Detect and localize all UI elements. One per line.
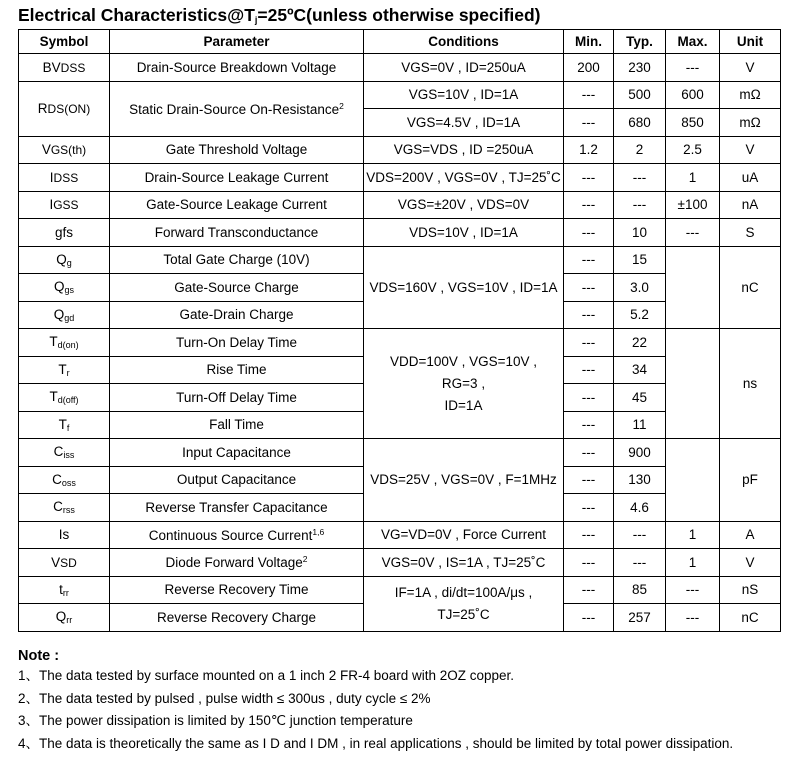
min-cell: --- — [564, 164, 614, 192]
conditions-cell: VGS=±20V , VDS=0V — [364, 191, 564, 219]
max-cell: --- — [666, 576, 720, 604]
typ-cell: --- — [614, 521, 666, 549]
conditions-cell: VGS=0V , ID=250uA — [364, 54, 564, 82]
parameter-cell: Gate Threshold Voltage — [110, 136, 364, 164]
symbol-cell: $Q_{gs}$ — [19, 274, 110, 302]
typ-cell: 5.2 — [614, 301, 666, 329]
header-min: Min. — [564, 30, 614, 54]
electrical-characteristics-table — [18, 29, 781, 632]
symbol-cell: VGS(th) — [19, 136, 110, 164]
max-cell — [666, 246, 720, 329]
parameter-cell: Reverse Recovery Time — [110, 576, 364, 604]
table-row — [19, 521, 781, 549]
conditions-cell: VGS=VDS , ID =250uA — [364, 136, 564, 164]
unit-cell: uA — [720, 164, 781, 192]
conditions-cell: VDS=200V , VGS=0V , TJ=25˚C — [364, 164, 564, 192]
max-cell: 1 — [666, 549, 720, 577]
typ-cell: 680 — [614, 109, 666, 137]
note-item: 1、The data tested by surface mounted on a 1 inch 2 FR-4 board with 2OZ copper. — [18, 668, 515, 683]
min-cell: --- — [564, 439, 614, 467]
typ-cell: 85 — [614, 576, 666, 604]
max-cell: --- — [666, 604, 720, 632]
header-conditions: Conditions — [364, 30, 564, 54]
min-cell: 1.2 — [564, 136, 614, 164]
min-cell: --- — [564, 576, 614, 604]
typ-cell: 22 — [614, 329, 666, 357]
max-cell: 2.5 — [666, 136, 720, 164]
max-cell: --- — [666, 54, 720, 82]
min-cell: --- — [564, 411, 614, 439]
typ-cell: 257 — [614, 604, 666, 632]
table-row — [19, 246, 781, 274]
symbol-cell: $T_f$ — [19, 411, 110, 439]
table-row — [19, 54, 781, 82]
table-row — [19, 136, 781, 164]
typ-cell: 4.6 — [614, 494, 666, 522]
conditions-cell: VDS=25V , VGS=0V , F=1MHz — [364, 439, 564, 522]
min-cell: --- — [564, 329, 614, 357]
min-cell: --- — [564, 109, 614, 137]
parameter-cell: Reverse Recovery Charge — [110, 604, 364, 632]
unit-cell: ns — [720, 329, 781, 439]
parameter-cell: Drain-Source Breakdown Voltage — [110, 54, 364, 82]
min-cell: --- — [564, 246, 614, 274]
conditions-cell: VGS=0V , IS=1A , TJ=25˚C — [364, 549, 564, 577]
max-cell: 1 — [666, 164, 720, 192]
min-cell: --- — [564, 549, 614, 577]
parameter-cell: Continuous Source Current$^{1,6}$ — [110, 521, 364, 549]
parameter-cell: Rise Time — [110, 356, 364, 384]
typ-cell: 130 — [614, 466, 666, 494]
parameter-cell: Turn-On Delay Time — [110, 329, 364, 357]
max-cell: --- — [666, 219, 720, 247]
table-row — [19, 219, 781, 247]
symbol-cell: $Q_{gd}$ — [19, 301, 110, 329]
symbol-cell: $C_{oss}$ — [19, 466, 110, 494]
conditions-cell: VDD=100V , VGS=10V , RG=3 , ID=1A — [364, 329, 564, 439]
unit-cell: nC — [720, 604, 781, 632]
parameter-cell: Input Capacitance — [110, 439, 364, 467]
conditions-cell: IF=1A , di/dt=100A/μs , TJ=25˚C — [364, 576, 564, 631]
typ-cell: 34 — [614, 356, 666, 384]
conditions-cell: VDS=10V , ID=1A — [364, 219, 564, 247]
parameter-cell: Static Drain-Source On-Resistance$^2$ — [110, 81, 364, 136]
typ-cell: 10 — [614, 219, 666, 247]
symbol-cell: BVDSS — [19, 54, 110, 82]
min-cell: --- — [564, 494, 614, 522]
min-cell: --- — [564, 301, 614, 329]
unit-cell: mΩ — [720, 81, 781, 109]
max-cell — [666, 329, 720, 439]
parameter-cell: Output Capacitance — [110, 466, 364, 494]
header-parameter: Parameter — [110, 30, 364, 54]
notes-section — [18, 647, 733, 755]
max-cell: 850 — [666, 109, 720, 137]
parameter-cell: Fall Time — [110, 411, 364, 439]
typ-cell: 15 — [614, 246, 666, 274]
conditions-cell: VGS=4.5V , ID=1A — [364, 109, 564, 137]
max-cell: ±100 — [666, 191, 720, 219]
table-row — [19, 164, 781, 192]
parameter-cell: Drain-Source Leakage Current — [110, 164, 364, 192]
unit-cell: nS — [720, 576, 781, 604]
parameter-cell: Forward Transconductance — [110, 219, 364, 247]
min-cell: --- — [564, 81, 614, 109]
header-symbol: Symbol — [19, 30, 110, 54]
unit-cell: nC — [720, 246, 781, 329]
symbol-cell: $C_{iss}$ — [19, 439, 110, 467]
table-row — [19, 549, 781, 577]
unit-cell: V — [720, 54, 781, 82]
min-cell: --- — [564, 521, 614, 549]
symbol-cell: $Q_{rr}$ — [19, 604, 110, 632]
conditions-cell: VGS=10V , ID=1A — [364, 81, 564, 109]
symbol-cell: $t_{rr}$ — [19, 576, 110, 604]
symbol-cell: $C_{rss}$ — [19, 494, 110, 522]
max-cell — [666, 439, 720, 522]
symbol-cell: Is — [19, 521, 110, 549]
note-item: 2、The data tested by pulsed , pulse width ≤ 300us , duty cycle ≤ 2% — [18, 690, 431, 706]
unit-cell: mΩ — [720, 109, 781, 137]
symbol-cell: $T_{d(on)}$ — [19, 329, 110, 357]
symbol-cell: RDS(ON) — [19, 81, 110, 136]
symbol-cell: $Q_g$ — [19, 246, 110, 274]
unit-cell: V — [720, 136, 781, 164]
typ-cell: 2 — [614, 136, 666, 164]
parameter-cell: Gate-Source Leakage Current — [110, 191, 364, 219]
typ-cell: --- — [614, 191, 666, 219]
typ-cell: 11 — [614, 411, 666, 439]
unit-cell: pF — [720, 439, 781, 522]
min-cell: 200 — [564, 54, 614, 82]
parameter-cell: Gate-Source Charge — [110, 274, 364, 302]
table-header-row — [19, 30, 781, 54]
conditions-cell: VDS=160V , VGS=10V , ID=1A — [364, 246, 564, 329]
symbol-cell: IDSS — [19, 164, 110, 192]
conditions-cell: VG=VD=0V , Force Current — [364, 521, 564, 549]
min-cell: --- — [564, 384, 614, 412]
typ-cell: 45 — [614, 384, 666, 412]
parameter-cell: Diode Forward Voltage$^2$ — [110, 549, 364, 577]
note-item: 4、The data is theoretically the same as I D and I DM , in real applications , should be limited by total power dissipation. — [18, 735, 734, 751]
parameter-cell: Reverse Transfer Capacitance — [110, 494, 364, 522]
unit-cell: V — [720, 549, 781, 577]
table-row — [19, 329, 781, 357]
parameter-cell: Turn-Off Delay Time — [110, 384, 364, 412]
page-title: Electrical $Characteristics@T_j=25ºC(unless$ otherwise specified) — [18, 5, 541, 25]
parameter-cell: Gate-Drain Charge — [110, 301, 364, 329]
max-cell: 1 — [666, 521, 720, 549]
min-cell: --- — [564, 219, 614, 247]
typ-cell: 3.0 — [614, 274, 666, 302]
min-cell: --- — [564, 356, 614, 384]
typ-cell: --- — [614, 549, 666, 577]
typ-cell: 230 — [614, 54, 666, 82]
table-row — [19, 81, 781, 109]
typ-cell: 500 — [614, 81, 666, 109]
typ-cell: --- — [614, 164, 666, 192]
symbol-cell: $T_r$ — [19, 356, 110, 384]
notes-heading: Note : — [18, 648, 60, 664]
unit-cell: S — [720, 219, 781, 247]
header-max: Max. — [666, 30, 720, 54]
unit-cell: nA — [720, 191, 781, 219]
table-row — [19, 439, 781, 467]
typ-cell: 900 — [614, 439, 666, 467]
unit-cell: A — [720, 521, 781, 549]
note-item: 3、The power dissipation is limited by 150℃ junction temperature — [18, 713, 413, 728]
min-cell: --- — [564, 191, 614, 219]
symbol-cell: VSD — [19, 549, 110, 577]
min-cell: --- — [564, 466, 614, 494]
symbol-cell: $T_{d(off)}$ — [19, 384, 110, 412]
table-row — [19, 191, 781, 219]
table-row — [19, 576, 781, 604]
max-cell: 600 — [666, 81, 720, 109]
min-cell: --- — [564, 274, 614, 302]
header-typ: Typ. — [614, 30, 666, 54]
min-cell: --- — [564, 604, 614, 632]
symbol-cell: gfs — [19, 219, 110, 247]
parameter-cell: Total Gate Charge (10V) — [110, 246, 364, 274]
header-unit: Unit — [720, 30, 781, 54]
symbol-cell: IGSS — [19, 191, 110, 219]
